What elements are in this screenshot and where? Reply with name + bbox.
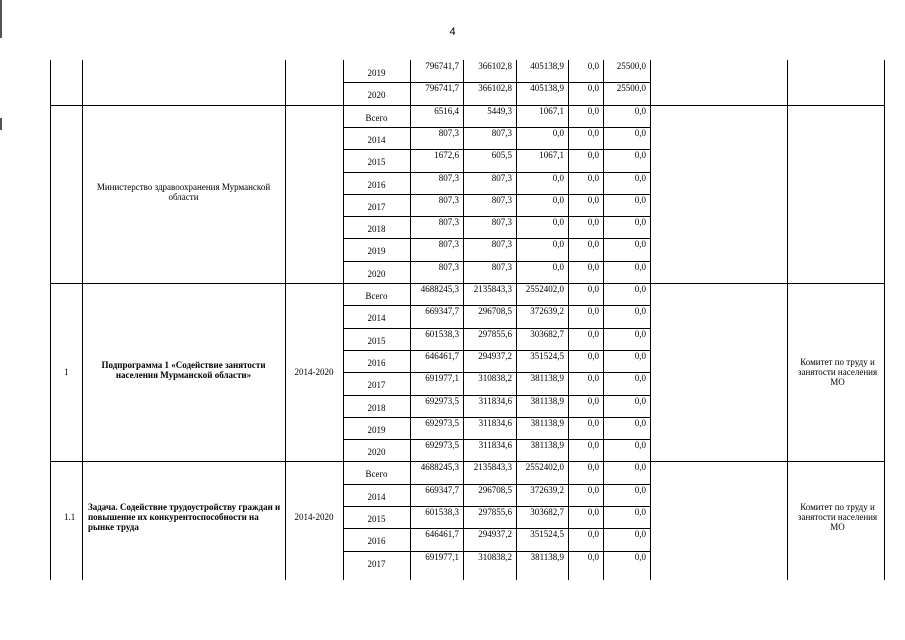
value-cell: 0,0 <box>634 172 646 183</box>
value-cell: 605,5 <box>491 150 512 161</box>
year-label: 2016 <box>367 179 386 190</box>
value-cell: 311834,6 <box>478 395 512 406</box>
value-cell: 0,0 <box>587 150 599 161</box>
value-cell: 807,3 <box>438 194 459 205</box>
year-label: Всего <box>365 112 388 123</box>
value-cell: 796741,7 <box>425 83 459 94</box>
year-label: Всего <box>365 469 388 480</box>
value-cell: 372639,2 <box>530 484 564 495</box>
year-label: Всего <box>365 291 388 301</box>
value-cell: 25500,0 <box>616 83 646 94</box>
value-cell: 691977,1 <box>425 373 459 384</box>
value-cell: 381138,9 <box>530 373 564 384</box>
value-cell: 294937,2 <box>478 350 512 361</box>
value-cell: 0,0 <box>634 217 646 228</box>
value-cell: 0,0 <box>587 350 599 361</box>
value-cell: 1067,1 <box>539 105 564 116</box>
year-label: 2015 <box>367 157 386 168</box>
year-label: 2014 <box>367 313 386 324</box>
value-cell: 807,3 <box>438 217 459 228</box>
section-number: 1 <box>64 367 69 378</box>
value-cell: 0,0 <box>634 417 646 428</box>
year-label: 2020 <box>367 90 386 101</box>
value-cell: 0,0 <box>634 261 646 272</box>
section-period: 2014-2020 <box>294 367 334 378</box>
year-label: 2016 <box>367 536 386 547</box>
value-cell: 1067,1 <box>539 150 564 161</box>
section-period: 2014-2020 <box>294 512 334 523</box>
column-border <box>463 60 464 580</box>
column-border <box>50 60 51 580</box>
value-cell: 796741,7 <box>425 61 459 71</box>
value-cell: 0,0 <box>587 484 599 495</box>
value-cell: 0,0 <box>552 261 564 272</box>
year-label: 2015 <box>367 335 386 346</box>
value-cell: 405138,9 <box>530 61 564 71</box>
value-cell: 0,0 <box>587 462 599 473</box>
margin-mark <box>0 118 2 130</box>
year-label: 2019 <box>367 424 386 435</box>
value-cell: 4688245,3 <box>420 284 459 294</box>
year-label: 2015 <box>367 514 386 524</box>
value-cell: 807,3 <box>438 172 459 183</box>
value-cell: 0,0 <box>587 395 599 406</box>
value-cell: 303682,7 <box>530 507 564 517</box>
year-label: 2016 <box>367 357 386 368</box>
value-cell: 381138,9 <box>530 440 564 451</box>
value-cell: 351524,5 <box>530 529 564 540</box>
value-cell: 372639,2 <box>530 306 564 317</box>
value-cell: 0,0 <box>634 328 646 339</box>
year-label: 2014 <box>367 134 386 145</box>
margin-mark <box>0 0 2 38</box>
value-cell: 601538,3 <box>425 328 459 339</box>
value-cell: 294937,2 <box>478 529 512 540</box>
value-cell: 0,0 <box>587 172 599 183</box>
column-border <box>650 60 651 580</box>
year-label: 2017 <box>367 201 386 212</box>
value-cell: 381138,9 <box>530 417 564 428</box>
value-cell: 311834,6 <box>478 417 512 428</box>
value-cell: 0,0 <box>552 239 564 250</box>
value-cell: 0,0 <box>634 350 646 361</box>
value-cell: 0,0 <box>587 306 599 317</box>
value-cell: 0,0 <box>552 127 564 138</box>
value-cell: 0,0 <box>634 529 646 540</box>
column-border <box>410 60 411 580</box>
value-cell: 303682,7 <box>530 328 564 339</box>
value-cell: 692973,5 <box>425 440 459 451</box>
year-label: 2017 <box>367 558 386 569</box>
value-cell: 807,3 <box>491 217 512 228</box>
value-cell: 0,0 <box>587 507 599 517</box>
value-cell: 296708,5 <box>478 306 512 317</box>
value-cell: 807,3 <box>491 261 512 272</box>
value-cell: 807,3 <box>438 261 459 272</box>
value-cell: 807,3 <box>491 127 512 138</box>
value-cell: 0,0 <box>587 529 599 540</box>
value-cell: 807,3 <box>491 172 512 183</box>
value-cell: 0,0 <box>587 373 599 384</box>
value-cell: 0,0 <box>587 284 599 294</box>
value-cell: 1672,6 <box>434 150 459 161</box>
value-cell: 601538,3 <box>425 507 459 517</box>
value-cell: 6516,4 <box>434 105 459 116</box>
value-cell: 0,0 <box>634 105 646 116</box>
value-cell: 0,0 <box>587 328 599 339</box>
value-cell: 405138,9 <box>530 83 564 94</box>
value-cell: 2552402,0 <box>525 462 564 473</box>
page-number: 4 <box>449 26 456 38</box>
value-cell: 0,0 <box>634 484 646 495</box>
column-border <box>568 60 569 580</box>
value-cell: 807,3 <box>491 194 512 205</box>
value-cell: 0,0 <box>634 507 646 517</box>
section-name: Задача. Содействие трудоустройству граждан и повышение их конкурентоспособности на рынке труда <box>88 502 281 533</box>
value-cell: 669347,7 <box>425 306 459 317</box>
value-cell: 297855,6 <box>478 507 512 517</box>
section-name: Подпрограмма 1 «Содействие занятости населения Мурманской области» <box>101 360 266 381</box>
value-cell: 0,0 <box>587 217 599 228</box>
value-cell: 669347,7 <box>425 484 459 495</box>
year-label: 2020 <box>367 268 386 279</box>
value-cell: 0,0 <box>634 395 646 406</box>
value-cell: 297855,6 <box>478 328 512 339</box>
year-label: 2019 <box>367 246 386 257</box>
value-cell: 0,0 <box>634 127 646 138</box>
value-cell: 0,0 <box>634 306 646 317</box>
value-cell: 0,0 <box>587 105 599 116</box>
value-cell: 4688245,3 <box>420 462 459 473</box>
value-cell: 0,0 <box>634 462 646 473</box>
value-cell: 0,0 <box>634 284 646 294</box>
value-cell: 2552402,0 <box>525 284 564 294</box>
value-cell: 0,0 <box>587 127 599 138</box>
value-cell: 0,0 <box>587 261 599 272</box>
value-cell: 2135843,3 <box>473 284 512 294</box>
column-border <box>603 60 604 580</box>
value-cell: 646461,7 <box>425 529 459 540</box>
value-cell: 310838,2 <box>478 373 512 384</box>
column-border <box>884 60 885 580</box>
value-cell: 351524,5 <box>530 350 564 361</box>
value-cell: 0,0 <box>634 150 646 161</box>
value-cell: 2135843,3 <box>473 462 512 473</box>
value-cell: 25500,0 <box>616 61 646 71</box>
value-cell: 0,0 <box>634 551 646 562</box>
value-cell: 0,0 <box>634 239 646 250</box>
value-cell: 381138,9 <box>530 551 564 562</box>
value-cell: 0,0 <box>552 194 564 205</box>
value-cell: 692973,5 <box>425 395 459 406</box>
value-cell: 381138,9 <box>530 395 564 406</box>
year-label: 2017 <box>367 380 386 391</box>
section-executor: Комитет по труду и занятости населения МО <box>797 357 878 388</box>
value-cell: 0,0 <box>587 551 599 562</box>
value-cell: 0,0 <box>552 217 564 228</box>
value-cell: 0,0 <box>587 194 599 205</box>
column-border <box>285 60 286 580</box>
value-cell: 646461,7 <box>425 350 459 361</box>
value-cell: 691977,1 <box>425 551 459 562</box>
value-cell: 807,3 <box>438 239 459 250</box>
value-cell: 366102,8 <box>478 83 512 94</box>
value-cell: 0,0 <box>634 194 646 205</box>
value-cell: 692973,5 <box>425 417 459 428</box>
value-cell: 311834,6 <box>478 440 512 451</box>
value-cell: 310838,2 <box>478 551 512 562</box>
value-cell: 0,0 <box>587 83 599 94</box>
value-cell: 366102,8 <box>478 61 512 71</box>
value-cell: 296708,5 <box>478 484 512 495</box>
column-border <box>82 60 83 580</box>
section-executor: Комитет по труду и занятости населения МО <box>797 502 878 533</box>
value-cell: 5449,3 <box>487 105 512 116</box>
year-label: 2020 <box>367 447 386 458</box>
year-label: 2018 <box>367 402 386 413</box>
year-label: 2018 <box>367 224 386 235</box>
column-border <box>516 60 517 580</box>
value-cell: 807,3 <box>491 239 512 250</box>
value-cell: 0,0 <box>587 239 599 250</box>
value-cell: 807,3 <box>438 127 459 138</box>
value-cell: 0,0 <box>587 440 599 451</box>
column-border <box>787 60 788 580</box>
value-cell: 0,0 <box>587 417 599 428</box>
year-label: 2014 <box>367 491 386 502</box>
value-cell: 0,0 <box>552 172 564 183</box>
section-number: 1.1 <box>64 512 76 523</box>
section-name: Министерство здравоохранения Мурманской области <box>96 181 271 202</box>
value-cell: 0,0 <box>587 61 599 71</box>
value-cell: 0,0 <box>634 440 646 451</box>
value-cell: 0,0 <box>634 373 646 384</box>
year-label: 2019 <box>367 68 386 78</box>
